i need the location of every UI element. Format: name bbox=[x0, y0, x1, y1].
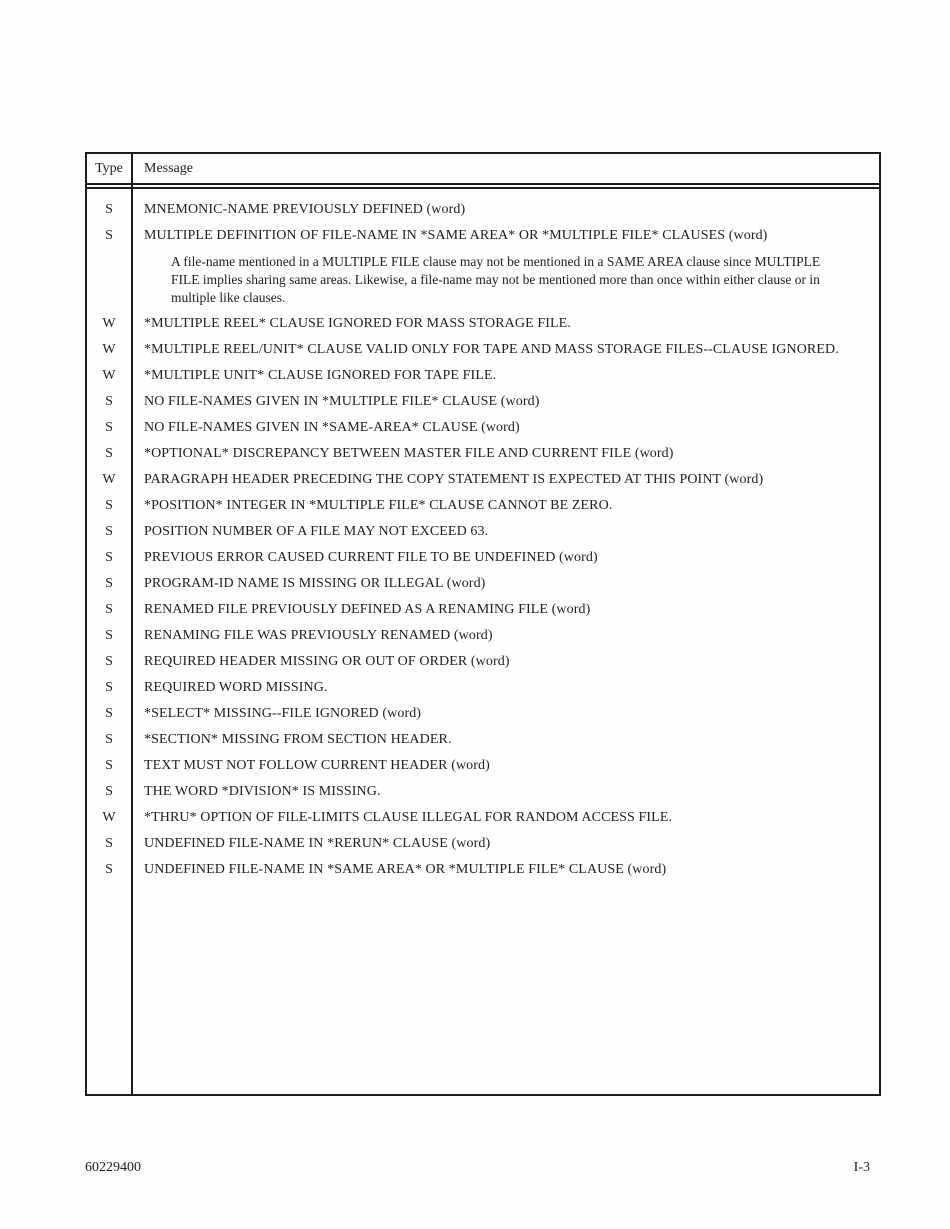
message-text: *MULTIPLE REEL* CLAUSE IGNORED FOR MASS STORAGE FILE. bbox=[144, 316, 571, 331]
table-header-row bbox=[87, 154, 879, 185]
table-row bbox=[87, 705, 879, 723]
column-header-message: Message bbox=[144, 161, 193, 176]
table-row bbox=[87, 835, 879, 853]
message-text: *MULTIPLE UNIT* CLAUSE IGNORED FOR TAPE FILE. bbox=[144, 368, 497, 383]
table-row bbox=[87, 653, 879, 671]
message-type: S bbox=[105, 576, 113, 591]
message-type: S bbox=[105, 446, 113, 461]
message-type: W bbox=[102, 810, 116, 825]
message-text: NO FILE-NAMES GIVEN IN *MULTIPLE FILE* CLAUSE (word) bbox=[144, 394, 540, 409]
table-row bbox=[87, 497, 879, 515]
message-type: S bbox=[105, 202, 113, 217]
message-type: W bbox=[102, 472, 116, 487]
message-text: *SELECT* MISSING--FILE IGNORED (word) bbox=[144, 706, 422, 721]
message-text: MNEMONIC-NAME PREVIOUSLY DEFINED (word) bbox=[144, 202, 466, 217]
message-type: S bbox=[105, 228, 113, 243]
message-text: *THRU* OPTION OF FILE-LIMITS CLAUSE ILLEGAL FOR RANDOM ACCESS FILE. bbox=[144, 810, 673, 825]
table-row bbox=[87, 731, 879, 749]
message-text: MULTIPLE DEFINITION OF FILE-NAME IN *SAME AREA* OR *MULTIPLE FILE* CLAUSES (word) bbox=[144, 228, 768, 243]
message-text: *SECTION* MISSING FROM SECTION HEADER. bbox=[144, 732, 452, 747]
message-type: S bbox=[105, 602, 113, 617]
message-text: *MULTIPLE REEL/UNIT* CLAUSE VALID ONLY FOR TAPE AND MASS STORAGE FILES--CLAUSE IGNORED. bbox=[144, 342, 839, 357]
column-header-type: Type bbox=[95, 161, 123, 176]
document-number: 60229400 bbox=[85, 1160, 141, 1175]
table-row bbox=[87, 809, 879, 827]
table-row bbox=[87, 549, 879, 567]
message-type: S bbox=[105, 394, 113, 409]
table-row bbox=[87, 367, 879, 385]
table-row bbox=[87, 315, 879, 333]
table-row bbox=[87, 227, 879, 307]
table-row bbox=[87, 861, 879, 879]
message-type: S bbox=[105, 628, 113, 643]
message-type: S bbox=[105, 862, 113, 877]
message-type: S bbox=[105, 680, 113, 695]
message-text: RENAMING FILE WAS PREVIOUSLY RENAMED (word) bbox=[144, 628, 493, 643]
message-text: RENAMED FILE PREVIOUSLY DEFINED AS A RENAMING FILE (word) bbox=[144, 602, 591, 617]
message-type: S bbox=[105, 784, 113, 799]
table-row bbox=[87, 627, 879, 645]
table-row bbox=[87, 471, 879, 489]
message-type: S bbox=[105, 550, 113, 565]
message-text: PARAGRAPH HEADER PRECEDING THE COPY STATEMENT IS EXPECTED AT THIS POINT (word) bbox=[144, 472, 764, 487]
message-text: UNDEFINED FILE-NAME IN *SAME AREA* OR *MULTIPLE FILE* CLAUSE (word) bbox=[144, 862, 667, 877]
message-text: PREVIOUS ERROR CAUSED CURRENT FILE TO BE UNDEFINED (word) bbox=[144, 550, 598, 565]
message-type: S bbox=[105, 498, 113, 513]
table-row bbox=[87, 393, 879, 411]
message-type: S bbox=[105, 836, 113, 851]
table-row bbox=[87, 201, 879, 219]
message-type: S bbox=[105, 732, 113, 747]
table-row bbox=[87, 419, 879, 437]
message-type: W bbox=[102, 368, 116, 383]
message-type: W bbox=[102, 342, 116, 357]
message-text: REQUIRED WORD MISSING. bbox=[144, 680, 328, 695]
message-text: TEXT MUST NOT FOLLOW CURRENT HEADER (word) bbox=[144, 758, 490, 773]
message-text: REQUIRED HEADER MISSING OR OUT OF ORDER (word) bbox=[144, 654, 510, 669]
table-row bbox=[87, 601, 879, 619]
message-note: A file-name mentioned in a MULTIPLE FILE clause may not be mentioned in a SAME AREA clause since MULTIPLE FILE implies sharing same areas. Likewise, a file-name may not be mentioned more than once within either clause or in multiple like clauses. bbox=[171, 254, 821, 305]
table-row bbox=[87, 445, 879, 463]
page-number: I-3 bbox=[853, 1160, 870, 1175]
table-row bbox=[87, 757, 879, 775]
table-row bbox=[87, 341, 879, 359]
table-row bbox=[87, 679, 879, 697]
message-type: S bbox=[105, 420, 113, 435]
message-text: PROGRAM-ID NAME IS MISSING OR ILLEGAL (word) bbox=[144, 576, 486, 591]
message-text: *OPTIONAL* DISCREPANCY BETWEEN MASTER FILE AND CURRENT FILE (word) bbox=[144, 446, 674, 461]
table-row bbox=[87, 523, 879, 541]
message-type: S bbox=[105, 524, 113, 539]
message-text: *POSITION* INTEGER IN *MULTIPLE FILE* CLAUSE CANNOT BE ZERO. bbox=[144, 498, 613, 513]
message-text: NO FILE-NAMES GIVEN IN *SAME-AREA* CLAUSE (word) bbox=[144, 420, 520, 435]
message-text: THE WORD *DIVISION* IS MISSING. bbox=[144, 784, 381, 799]
table-body bbox=[87, 189, 879, 879]
message-text: UNDEFINED FILE-NAME IN *RERUN* CLAUSE (word) bbox=[144, 836, 491, 851]
message-type: W bbox=[102, 316, 116, 331]
message-text: POSITION NUMBER OF A FILE MAY NOT EXCEED 63. bbox=[144, 524, 489, 539]
message-type: S bbox=[105, 706, 113, 721]
message-table bbox=[85, 152, 881, 1096]
table-row bbox=[87, 783, 879, 801]
message-type: S bbox=[105, 654, 113, 669]
table-row bbox=[87, 575, 879, 593]
message-type: S bbox=[105, 758, 113, 773]
